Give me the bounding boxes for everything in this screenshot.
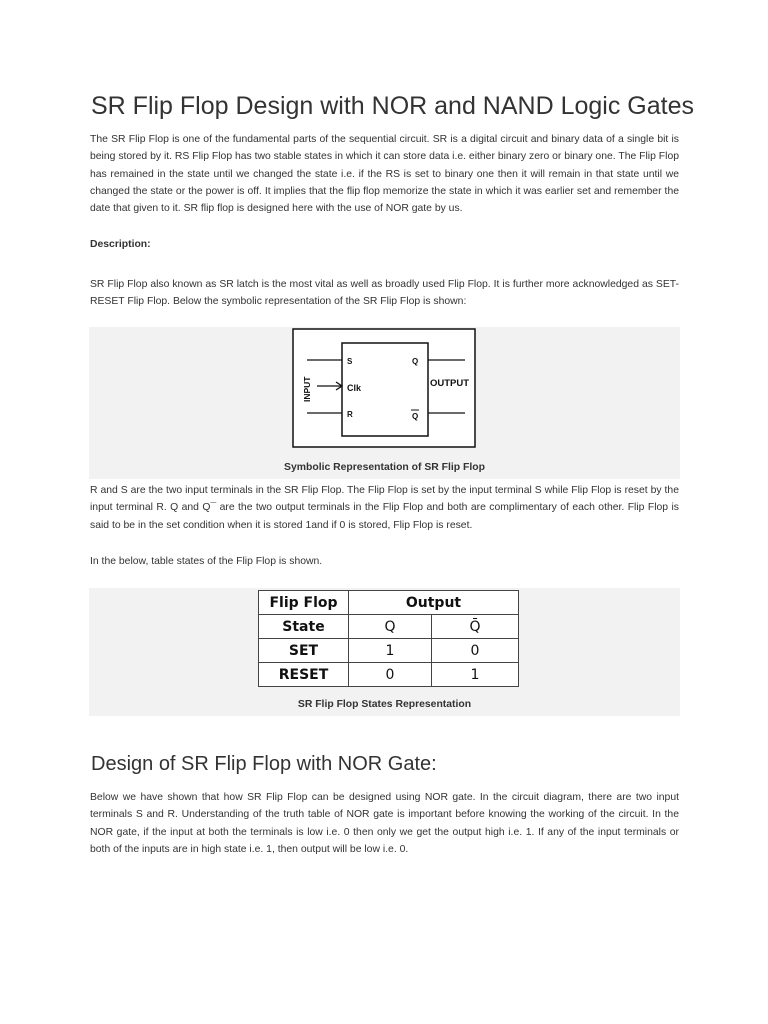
header-flip-flop: Flip Flop <box>259 591 349 615</box>
subheader-qbar: Q̄ <box>432 615 519 639</box>
subheader-q: Q <box>349 615 432 639</box>
terminals-paragraph: R and S are the two input terminals in the SR Flip Flop. The Flip Flop is set by the input terminal S while Flip Flop is reset by the input terminal R. Q and Q¯ are the two output terminals in the Flip Flop and both are complimentary of each other. Flip Flop is said to be in the set condition when it is stored 1and if 0 is stored, Flip Flop is reset. <box>90 485 679 531</box>
symbol-figure <box>89 327 680 479</box>
states-table-caption: SR Flip Flop States Representation <box>297 699 472 710</box>
pin-r-label: R <box>347 410 353 419</box>
states-table-figure <box>89 588 680 716</box>
row-state: SET <box>259 639 349 663</box>
table-row <box>259 639 519 663</box>
pin-qbar-label: Q <box>412 412 419 421</box>
row-qbar: 1 <box>432 663 519 687</box>
nor-section-heading: Design of SR Flip Flop with NOR Gate: <box>91 753 437 775</box>
output-label: OUTPUT <box>430 378 470 389</box>
nor-paragraph: Below we have shown that how SR Flip Flop can be designed using NOR gate. In the circuit diagram, there are two input terminals S and R. Understanding of the truth table of NOR gate is important before knowing the working of the circuit. In the NOR gate, if the input at both the terminals is low i.e. 0 then only we get the output high i.e. 1. If any of the input terminals or both of the inputs are in high state i.e. 1, then output will be low i.e. 0. <box>90 792 679 855</box>
input-label: INPUT <box>302 376 312 402</box>
intro-paragraph: The SR Flip Flop is one of the fundamental parts of the sequential circuit. SR is a digital circuit and binary data of a single bit is being stored by it. RS Flip Flop has two stable states in which it can store data i.e. either binary zero or binary one. The Flip Flop has remained in the state until we changed the state i.e. if the RS is set to binary one then it will remain in that state until we changed the state or the power is off. It implies that the flip flop memorize the state in which it was earlier set and remember the date that given to it. SR flip flop is designed here with the use of NOR gate by us. <box>90 134 679 215</box>
row-q: 1 <box>349 639 432 663</box>
symbol-caption: Symbolic Representation of SR Flip Flop <box>284 462 485 473</box>
description-label: Description: <box>90 239 151 250</box>
table-row <box>259 663 519 687</box>
subheader-state: State <box>259 615 349 639</box>
pin-s-label: S <box>347 357 353 366</box>
description-paragraph: SR Flip Flop also known as SR latch is the most vital as well as broadly used Flip Flop. It is further more acknowledged as SET-RESET Flip Flop. Below the symbolic representation of the SR Flip Flop is shown: <box>90 279 679 308</box>
row-qbar: 0 <box>432 639 519 663</box>
states-table <box>258 590 519 687</box>
pin-clk-label: Clk <box>347 383 362 393</box>
sr-flip-flop-symbol <box>89 327 680 479</box>
pin-q-label: Q <box>412 357 419 366</box>
header-output: Output <box>349 591 519 615</box>
page-title: SR Flip Flop Design with NOR and NAND Logic Gates <box>91 92 695 120</box>
row-state: RESET <box>259 663 349 687</box>
row-q: 0 <box>349 663 432 687</box>
table-intro-paragraph: In the below, table states of the Flip Flop is shown. <box>90 556 323 567</box>
